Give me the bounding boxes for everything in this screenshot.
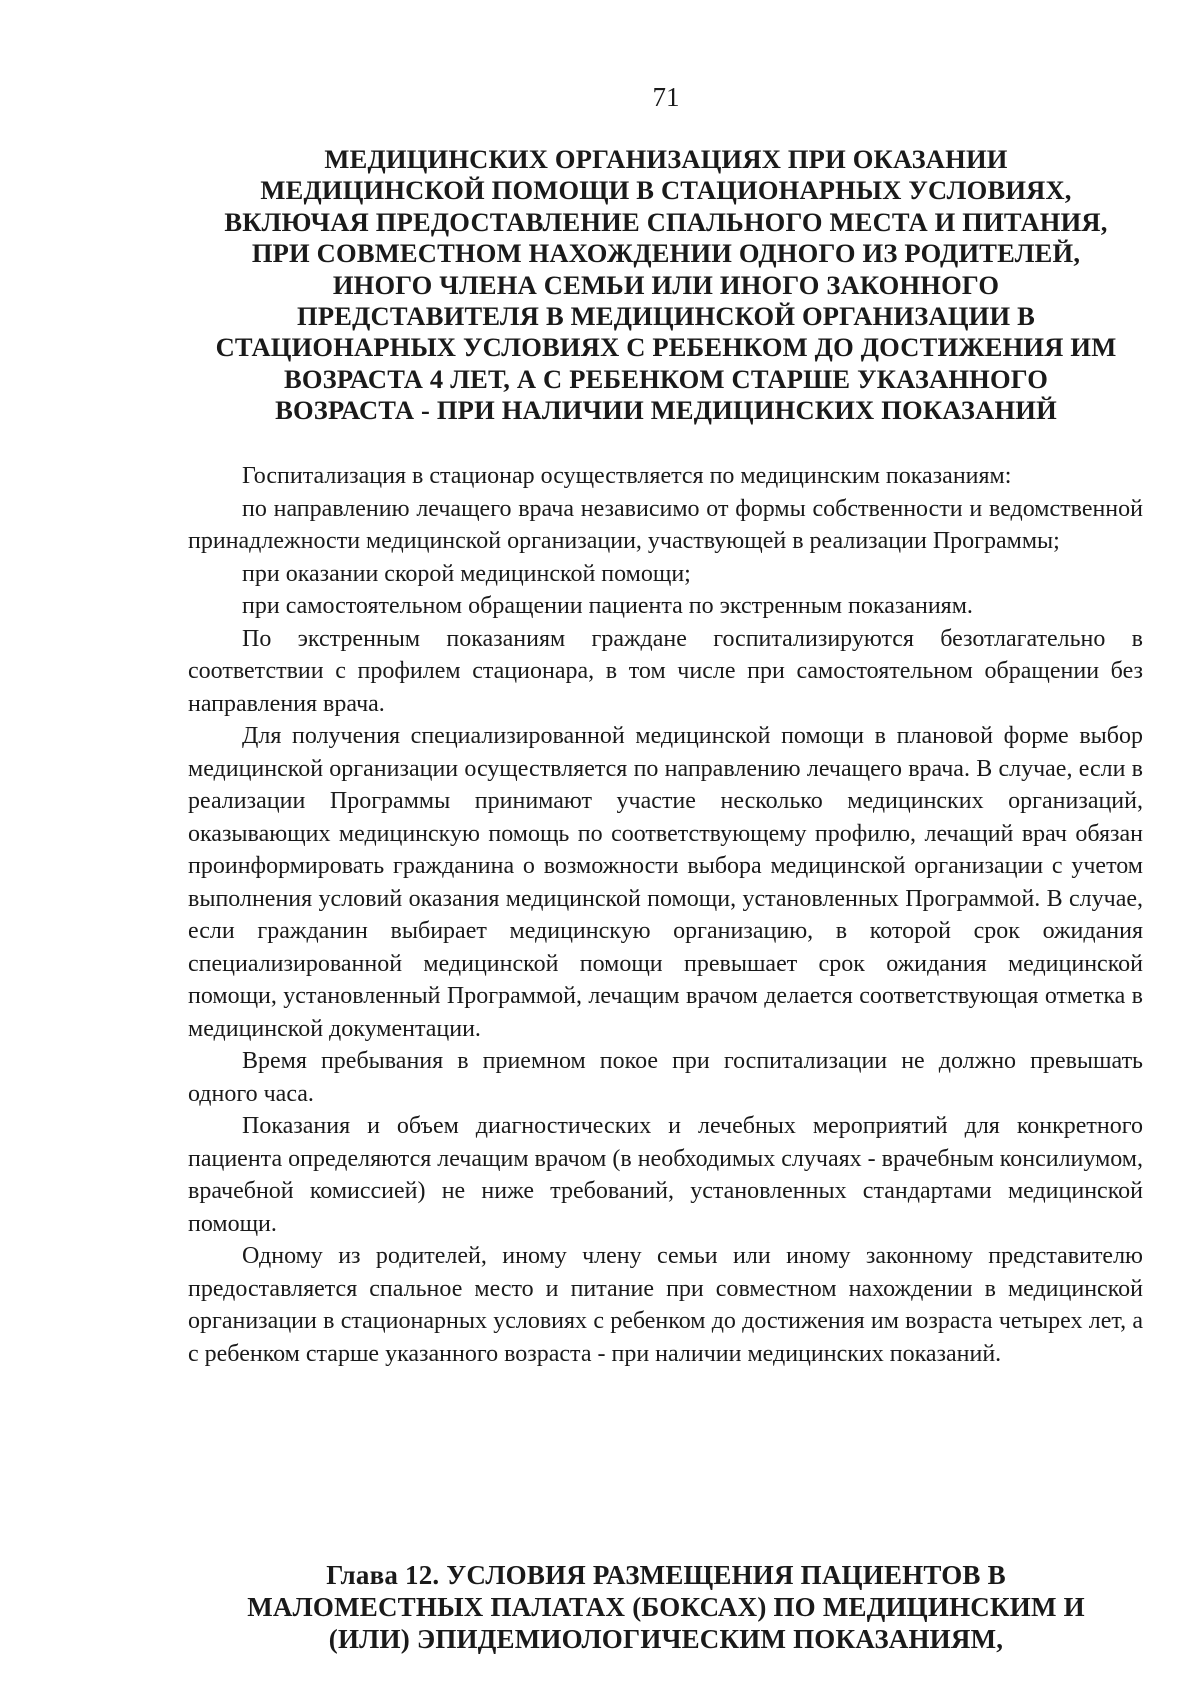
body-text bbox=[188, 460, 1143, 1370]
paragraph: Время пребывания в приемном покое при госпитализации не должно превышать одного часа. bbox=[188, 1048, 1143, 1107]
heading-line: ВОЗРАСТА 4 ЛЕТ, А С РЕБЕНКОМ СТАРШЕ УКАЗАННОГО bbox=[283, 363, 1049, 394]
heading-line: Глава 12. УСЛОВИЯ РАЗМЕЩЕНИЯ ПАЦИЕНТОВ В bbox=[326, 1560, 1006, 1590]
heading-line: ВКЛЮЧАЯ ПРЕДОСТАВЛЕНИЕ СПАЛЬНОГО МЕСТА И ПИТАНИЯ, bbox=[224, 206, 1108, 237]
section-heading bbox=[172, 144, 1160, 427]
paragraph: Госпитализация в стационар осуществляется по медицинским показаниям: bbox=[242, 463, 1012, 489]
page-number: 71 bbox=[652, 82, 680, 112]
heading-line: МАЛОМЕСТНЫХ ПАЛАТАХ (БОКСАХ) ПО МЕДИЦИНСКИМ И bbox=[247, 1592, 1085, 1622]
heading-line: ИНОГО ЧЛЕНА СЕМЬИ ИЛИ ИНОГО ЗАКОННОГО bbox=[332, 269, 1000, 300]
heading-line: ПРЕДСТАВИТЕЛЯ В МЕДИЦИНСКОЙ ОРГАНИЗАЦИИ В bbox=[297, 301, 1035, 332]
paragraph: по направлению лечащего врача независимо от формы собственности и ведомственной принадлежности медицинской организации, участвующей в реализации Программы; bbox=[188, 495, 1143, 554]
paragraph: при самостоятельном обращении пациента по экстренным показаниям. bbox=[242, 593, 973, 619]
heading-line: (ИЛИ) ЭПИДЕМИОЛОГИЧЕСКИМ ПОКАЗАНИЯМ, bbox=[328, 1624, 1004, 1654]
heading-line: МЕДИЦИНСКОЙ ПОМОЩИ В СТАЦИОНАРНЫХ УСЛОВИЯХ, bbox=[260, 175, 1072, 206]
paragraph: Для получения специализированной медицинской помощи в плановой форме выбор медицинской организации осуществляется по направлению лечащего врача. В случае, если в реализации Программы принимают участие несколько медицинских организаций, оказывающих медицинскую помощь по соответствующему профилю, лечащий врач обязан проинформировать гражданина о возможности выбора медицинской организации с учетом выполнения условий оказания медицинской помощи, установленных Программой. В случае, если гражданин выбирает медицинскую организацию, в которой срок ожидания специализированной медицинской помощи превышает срок ожидания медицинской помощи, установленный Программой, лечащим врачом делается соответствующая отметка в медицинской документации. bbox=[188, 723, 1143, 1042]
heading-line: ПРИ СОВМЕСТНОМ НАХОЖДЕНИИ ОДНОГО ИЗ РОДИТЕЛЕЙ, bbox=[251, 238, 1081, 269]
paragraph: Одному из родителей, иному члену семьи или иному законному представителю предоставляется спальное место и питание при совместном нахождении в медицинской организации в стационарных условиях с ребенком до достижения им возраста четырех лет, а с ребенком старше указанного возраста - при наличии медицинских показаний. bbox=[188, 1243, 1143, 1367]
paragraph: Показания и объем диагностических и лечебных мероприятий для конкретного пациента определяются лечащим врачом (в необходимых случаях - врачебным консилиумом, врачебной комиссией) не ниже требований, установленных стандартами медицинской помощи. bbox=[188, 1113, 1143, 1237]
heading-line: ВОЗРАСТА - ПРИ НАЛИЧИИ МЕДИЦИНСКИХ ПОКАЗАНИЙ bbox=[275, 395, 1057, 426]
heading-line: СТАЦИОНАРНЫХ УСЛОВИЯХ С РЕБЕНКОМ ДО ДОСТИЖЕНИЯ ИМ bbox=[215, 332, 1117, 363]
chapter-heading bbox=[172, 1559, 1160, 1655]
heading-line: МЕДИЦИНСКИХ ОРГАНИЗАЦИЯХ ПРИ ОКАЗАНИИ bbox=[324, 144, 1008, 174]
paragraph: при оказании скорой медицинской помощи; bbox=[242, 560, 691, 587]
paragraph: По экстренным показаниям граждане госпитализируются безотлагательно в соответствии с профилем стационара, в том числе при самостоятельном обращении без направления врача. bbox=[188, 625, 1143, 717]
